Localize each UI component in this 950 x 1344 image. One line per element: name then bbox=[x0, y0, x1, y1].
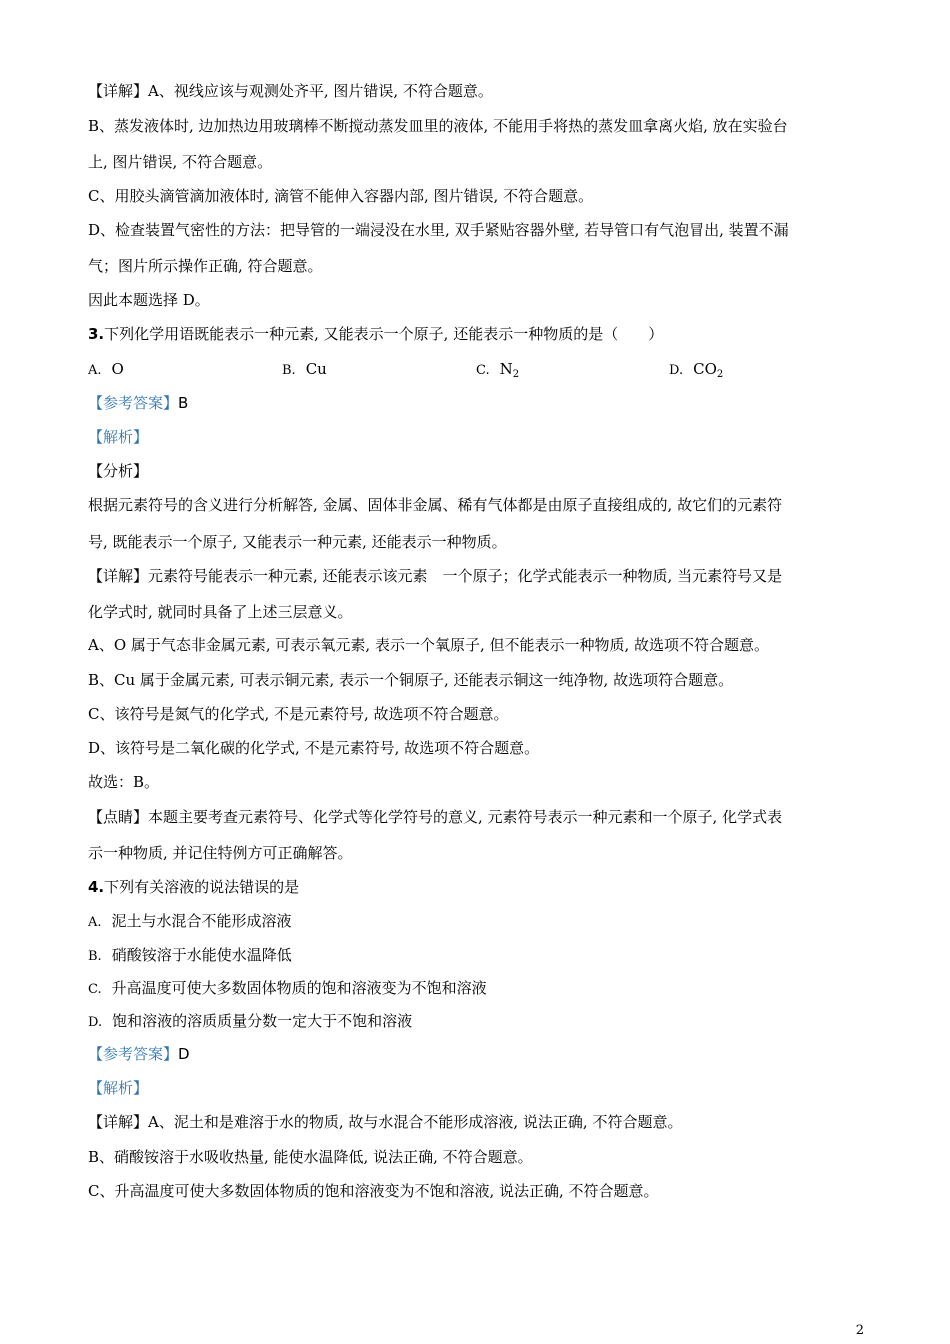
text-line: C、用胶头滴管滴加液体时, 滴管不能伸入容器内部, 图片错误, 不符合题意。 bbox=[88, 187, 594, 205]
text-line: B、硝酸铵溶于水吸收热量, 能使水温降低, 说法正确, 不符合题意。 bbox=[88, 1148, 533, 1166]
text-line: 号, 既能表示一个原子, 又能表示一种元素, 还能表示一种物质。 bbox=[88, 533, 507, 551]
option-d: D. 饱和溶液的溶质质量分数一定大于不饱和溶液 bbox=[88, 1012, 413, 1030]
question-number: 4. bbox=[88, 878, 105, 896]
text-line: A、O 属于气态非金属元素, 可表示氧元素, 表示一个氧原子, 但不能表示一种物质, 故选项不符合题意。 bbox=[88, 636, 770, 654]
text-line: 【详解】A、视线应该与观测处齐平, 图片错误, 不符合题意。 bbox=[88, 82, 493, 100]
page-number: 2 bbox=[855, 1323, 864, 1338]
text-line: 【详解】元素符号能表示一种元素, 还能表示该元素 一个原子；化学式能表示一种物质, 当元素符号又是 bbox=[88, 567, 783, 585]
text-line: 根据元素符号的含义进行分析解答, 金属、固体非金属、稀有气体都是由原子直接组成的, 故它们的元素符 bbox=[88, 496, 783, 514]
text-line: 示一种物质, 并记住特例方可正确解答。 bbox=[88, 844, 353, 862]
option-c: C. 升高温度可使大多数固体物质的饱和溶液变为不饱和溶液 bbox=[88, 979, 487, 997]
analysis-tag: 【解析】 bbox=[88, 1079, 149, 1097]
text-line: 上, 图片错误, 不符合题意。 bbox=[88, 153, 273, 171]
text-line: B、蒸发液体时, 边加热边用玻璃棒不断搅动蒸发皿里的液体, 不能用手将热的蒸发皿拿离火焰, 放在实验台 bbox=[88, 117, 788, 135]
question-3-stem bbox=[88, 322, 866, 346]
text-line: 【详解】A、泥土和是难溶于水的物质, 故与水混合不能形成溶液, 说法正确, 不符合题意。 bbox=[88, 1113, 683, 1131]
question-text: 下列化学用语既能表示一种元素, 又能表示一个原子, 还能表示一种物质的是（ ） bbox=[104, 325, 664, 343]
fenxi-tag: 【分析】 bbox=[88, 462, 149, 480]
text-line: B、Cu 属于金属元素, 可表示铜元素, 表示一个铜原子, 还能表示铜这一纯净物, 故选项符合题意。 bbox=[88, 671, 734, 689]
option-d: D. $CO_2$ bbox=[669, 360, 724, 380]
text-line: C、该符号是氮气的化学式, 不是元素符号, 故选项不符合题意。 bbox=[88, 705, 509, 723]
answer-tag: 【参考答案】 bbox=[88, 1045, 179, 1063]
answer-value: B bbox=[178, 394, 189, 412]
text-line: 故选：B。 bbox=[88, 773, 160, 791]
question-3-options bbox=[88, 357, 866, 381]
question-number: 3. bbox=[88, 325, 105, 343]
option-b: B. Cu bbox=[282, 360, 327, 378]
text-line: D、检查装置气密性的方法：把导管的一端浸没在水里, 双手紧贴容器外壁, 若导管口有气泡冒出, 装置不漏 bbox=[88, 221, 789, 239]
question-4-answer bbox=[88, 1042, 866, 1066]
text-line: D、该符号是二氧化碳的化学式, 不是元素符号, 故选项不符合题意。 bbox=[88, 739, 540, 757]
option-b: B. 硝酸铵溶于水能使水温降低 bbox=[88, 946, 292, 964]
question-text: 下列有关溶液的说法错误的是 bbox=[104, 878, 300, 896]
text-line: 化学式时, 就同时具备了上述三层意义。 bbox=[88, 603, 353, 621]
answer-tag: 【参考答案】 bbox=[88, 394, 179, 412]
question-3-answer bbox=[88, 391, 866, 415]
question-4-stem bbox=[88, 875, 866, 899]
text-line: 因此本题选择 D。 bbox=[88, 291, 210, 309]
option-c: C. $N_2$ bbox=[476, 360, 520, 380]
answer-value: D bbox=[178, 1045, 190, 1063]
option-a: A. 泥土与水混合不能形成溶液 bbox=[88, 912, 292, 930]
option-a: A. O bbox=[88, 360, 124, 378]
text-line: C、升高温度可使大多数固体物质的饱和溶液变为不饱和溶液, 说法正确, 不符合题意。 bbox=[88, 1182, 659, 1200]
analysis-tag: 【解析】 bbox=[88, 428, 149, 446]
text-line: 气；图片所示操作正确, 符合题意。 bbox=[88, 257, 323, 275]
text-line: 【点睛】本题主要考查元素符号、化学式等化学符号的意义, 元素符号表示一种元素和一个原子, 化学式表 bbox=[88, 808, 783, 826]
